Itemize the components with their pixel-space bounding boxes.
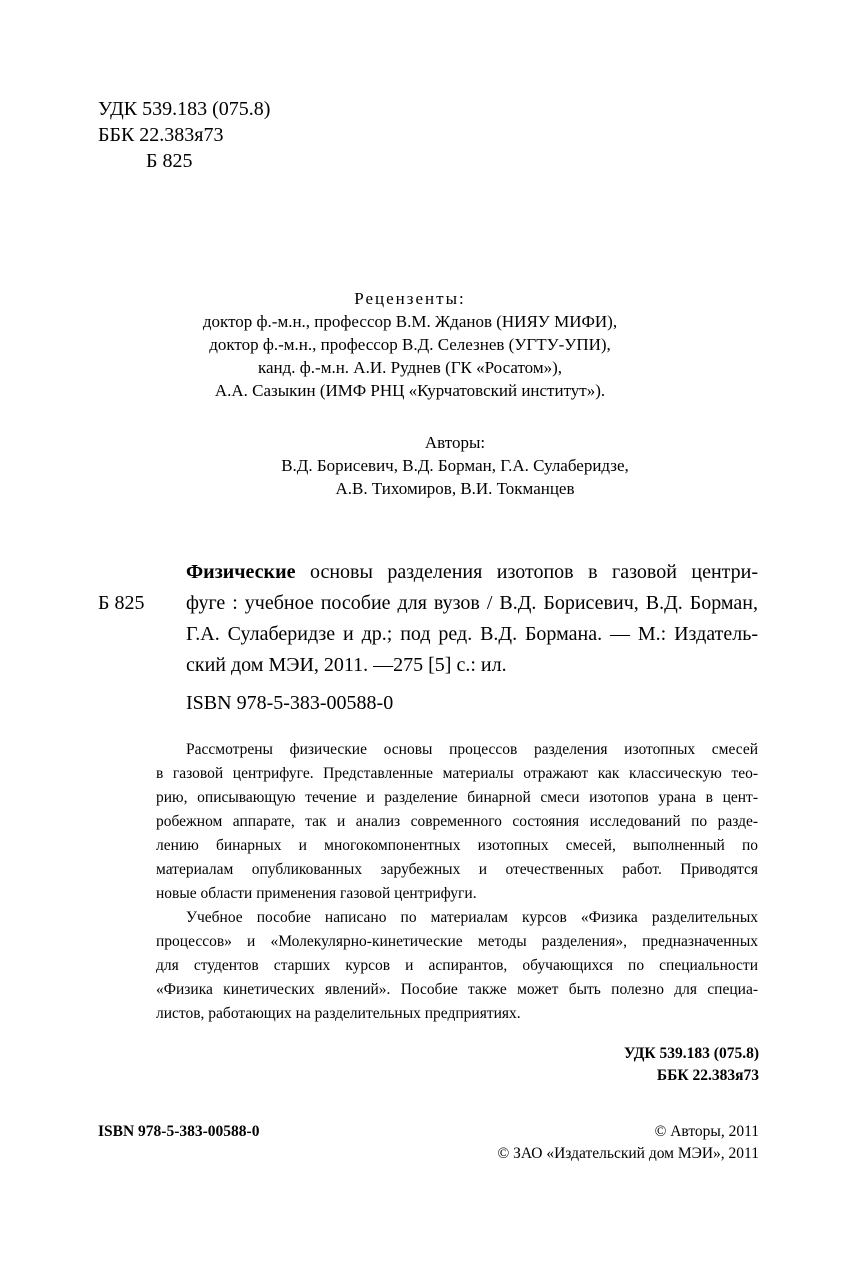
bibliography-title-word: Физические	[186, 561, 296, 583]
footer-bbk: ББК 22.383я73	[656, 1067, 759, 1084]
annotation-line: листов, работающих на разделительных предприятиях.	[156, 1005, 521, 1022]
annotation-line: рию, описывающую течение и разделение бинарной смеси изотопов урана в цент-	[156, 789, 758, 806]
annotation-line: для студентов старших курсов и аспирантов, обучающихся по специальности	[156, 957, 758, 974]
bbk-code: ББК 22.383я73	[98, 124, 224, 146]
copyright-block	[497, 1121, 759, 1165]
footer-isbn: ISBN 978-5-383-00588-0	[98, 1123, 260, 1140]
udk-code: УДК 539.183 (075.8)	[98, 98, 271, 120]
annotation-line: в газовой центрифуге. Представленные материалы отражают как классическую тео-	[156, 765, 758, 782]
bibliographic-record	[186, 557, 758, 681]
reviewer-line: доктор ф.-м.н., профессор В.М. Жданов (НИЯУ МИФИ),	[202, 312, 618, 331]
reviewers-block	[160, 287, 660, 402]
annotation-line: лению бинарных и многокомпонентных изотопных смесей, выполненный по	[156, 837, 758, 854]
annotation-line: новые области применения газовой центрифуги.	[156, 885, 477, 902]
copyright-publisher: © ЗАО «Издательский дом МЭИ», 2011	[497, 1145, 759, 1162]
reviewers-heading: Рецензенты:	[354, 289, 466, 308]
authors-line: А.В. Тихомиров, В.И. Токманцев	[335, 479, 575, 498]
annotation-line: Рассмотрены физические основы процессов разделения изотопных смесей	[186, 741, 758, 758]
reviewer-line: канд. ф.-м.н. А.И. Руднев (ГК «Росатом»),	[257, 358, 563, 377]
authors-heading: Авторы:	[424, 433, 486, 452]
bibliography-text: основы разделения изотопов в газовой центри-	[295, 561, 758, 583]
bibliography-line: ский дом МЭИ, 2011. —275 [5] с.: ил.	[186, 654, 507, 676]
annotation-line: «Физика кинетических явлений». Пособие также может быть полезно для специа-	[156, 981, 758, 998]
reviewer-line: доктор ф.-м.н., профессор В.Д. Селезнев (УГТУ-УПИ),	[209, 335, 611, 354]
isbn: ISBN 978-5-383-00588-0	[186, 692, 394, 714]
footer-udk: УДК 539.183 (075.8)	[623, 1045, 759, 1062]
authors-line: В.Д. Борисевич, В.Д. Борман, Г.А. Сулаберидзе,	[281, 456, 629, 475]
classification-codes	[98, 96, 270, 174]
bibliography-line: фуге : учебное пособие для вузов / В.Д. Борисевич, В.Д. Борман,	[186, 592, 758, 614]
copyright-authors: © Авторы, 2011	[654, 1123, 759, 1140]
annotation-line: Учебное пособие написано по материалам курсов «Физика разделительных	[186, 909, 758, 926]
annotation-line: процессов» и «Молекулярно-кинетические методы разделения», предназначенных	[156, 933, 758, 950]
annotation	[156, 738, 758, 1026]
bibliography-line: Г.А. Сулаберидзе и др.; под ред. В.Д. Бормана. — М.: Издатель-	[186, 623, 758, 645]
bibliography-line	[186, 557, 758, 588]
authors-block	[205, 431, 705, 500]
annotation-line: робежном аппарате, так и анализ современного состояния исследований по разде-	[156, 813, 758, 830]
annotation-line: материалам опубликованных зарубежных и отечественных работ. Приводятся	[156, 861, 758, 878]
bibliography-mark: Б 825	[98, 592, 145, 614]
footer-codes	[624, 1043, 759, 1087]
author-mark: Б 825	[146, 150, 193, 172]
reviewer-line: А.А. Сазыкин (ИМФ РНЦ «Курчатовский институт»).	[214, 381, 606, 400]
